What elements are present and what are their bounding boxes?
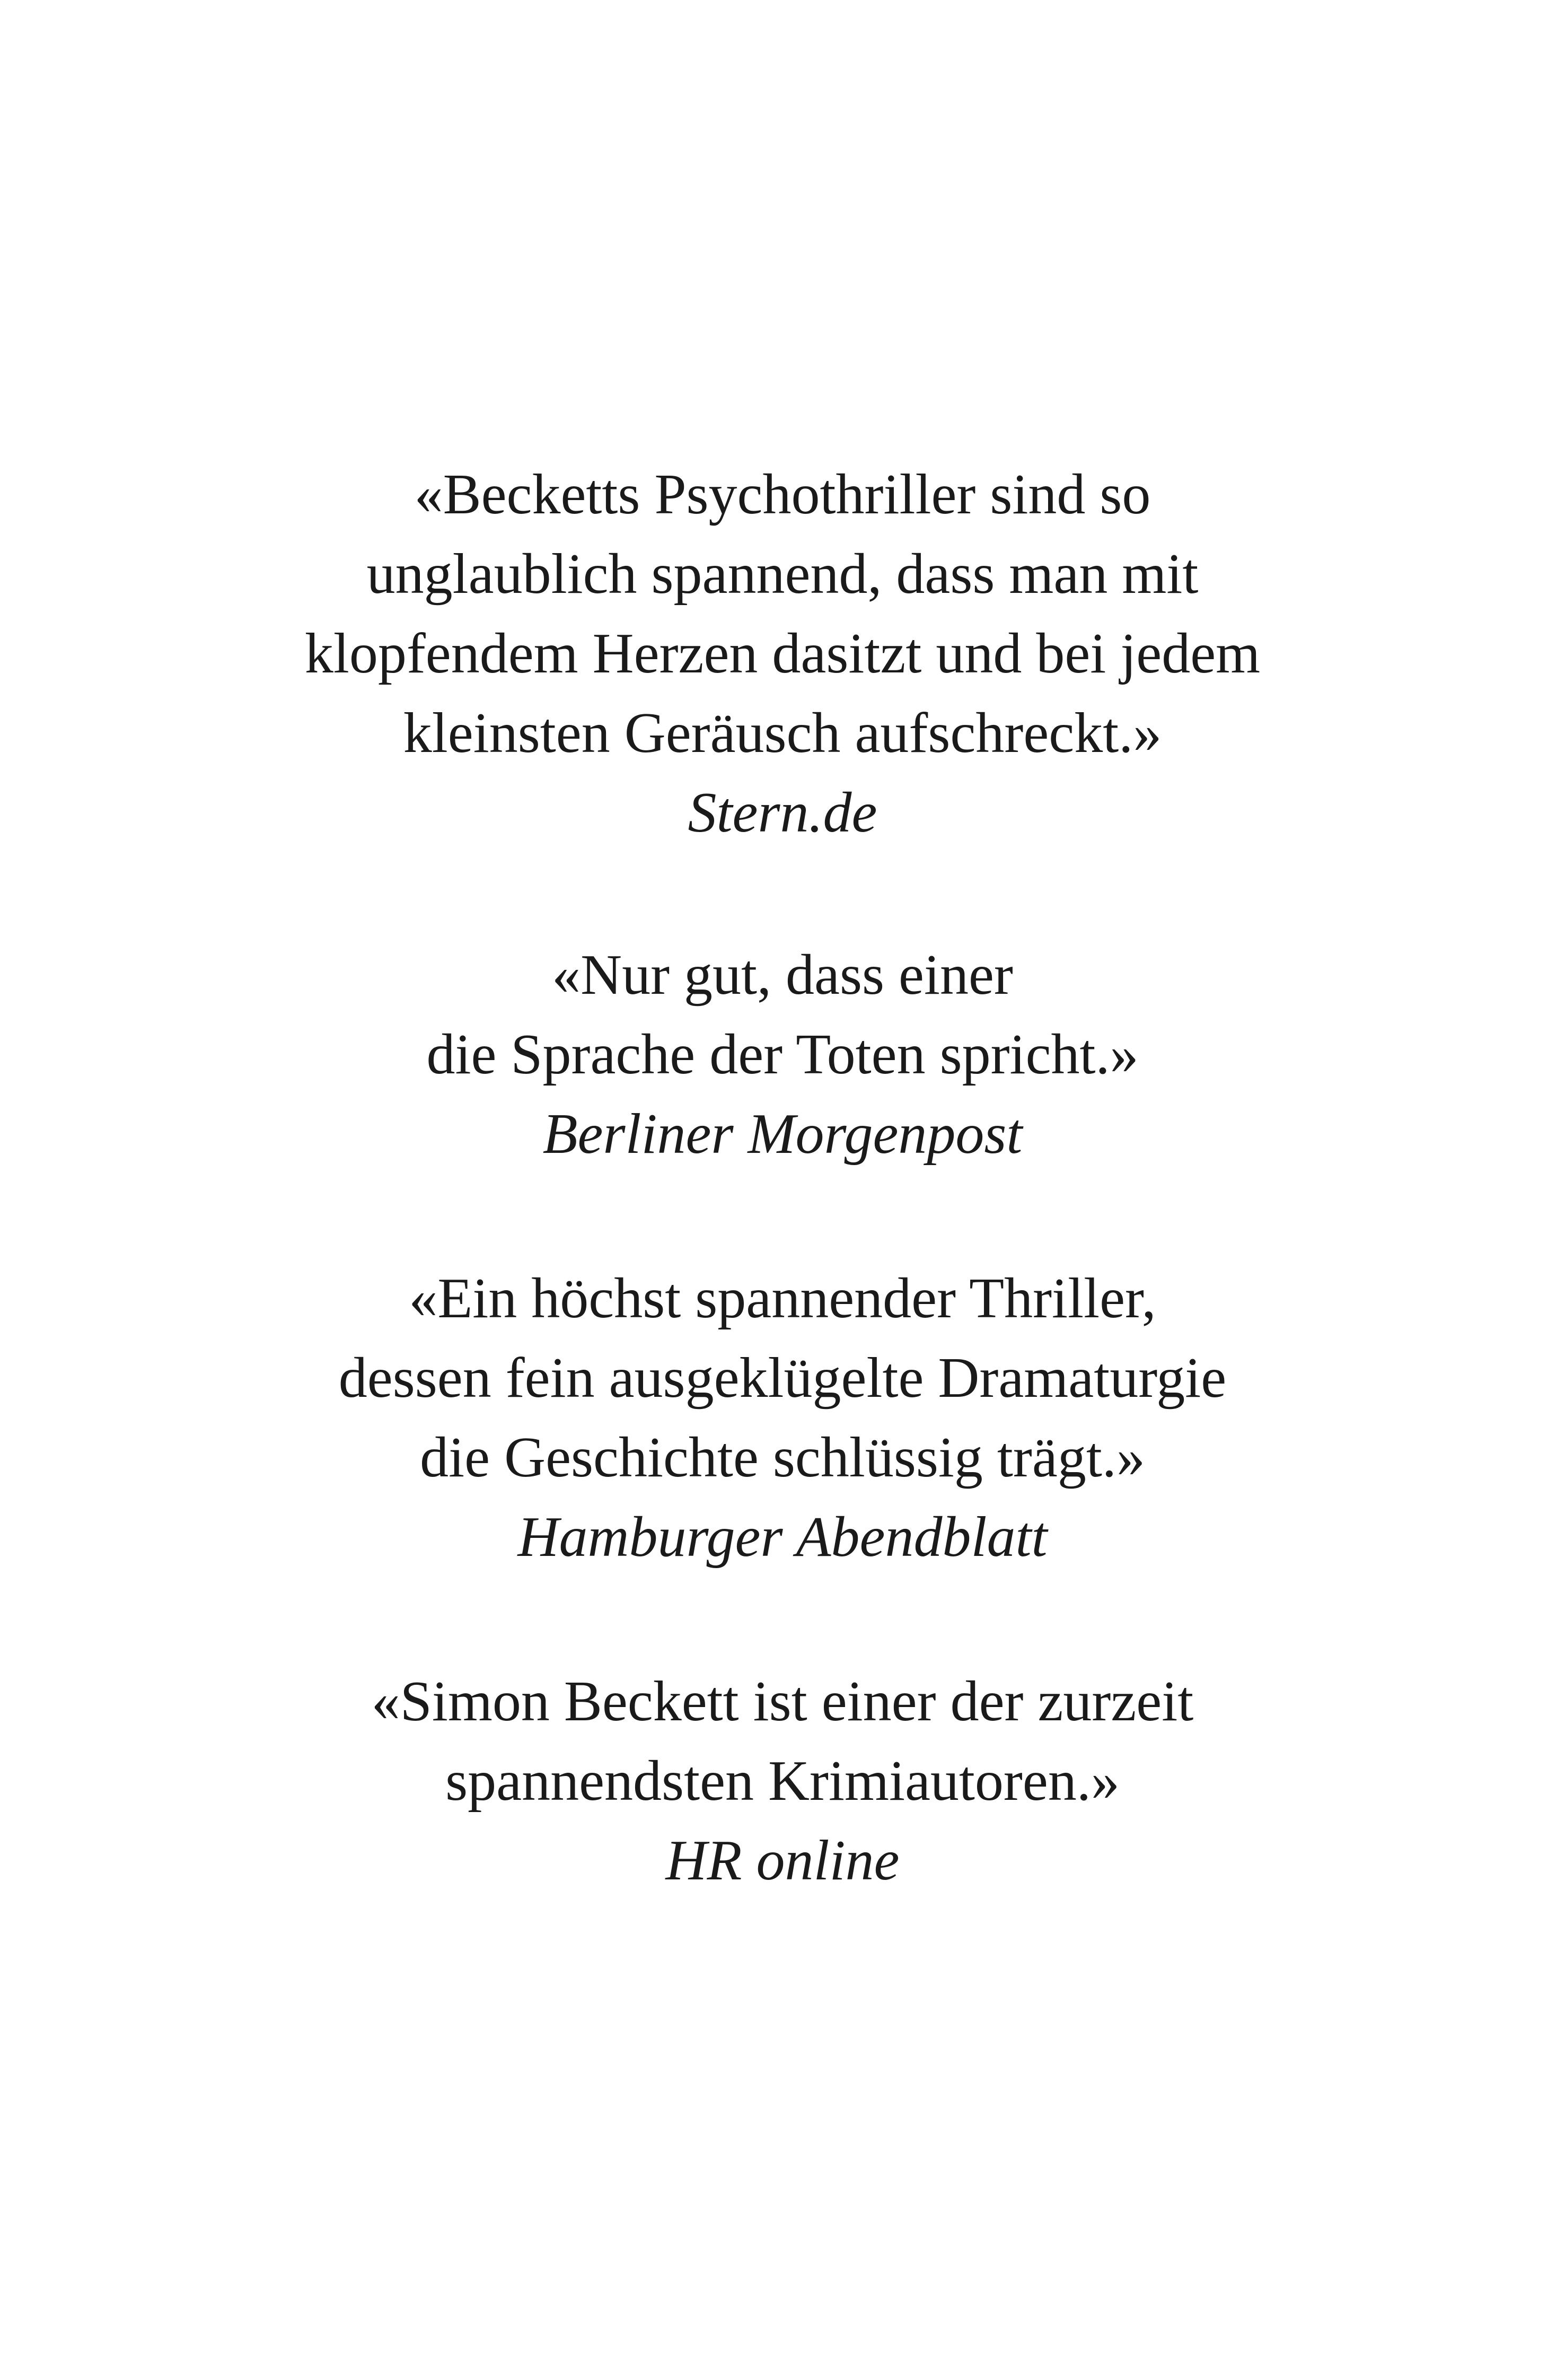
quote-line: klopfendem Herzen dasitzt und bei jedem bbox=[304, 622, 1261, 685]
review-quote-3 bbox=[0, 1259, 1565, 1577]
quote-line: unglaublich spannend, dass man mit bbox=[366, 542, 1199, 606]
quote-source: Berliner Morgenpost bbox=[542, 1102, 1023, 1166]
review-quote-1 bbox=[0, 455, 1565, 853]
quote-source: Stern.de bbox=[688, 781, 877, 844]
quote-line: spannendsten Krimiautoren.» bbox=[445, 1749, 1120, 1813]
quote-line: «Becketts Psychothriller sind so bbox=[414, 463, 1151, 526]
quote-source: Hamburger Abendblatt bbox=[517, 1506, 1048, 1569]
quote-line: die Sprache der Toten spricht.» bbox=[426, 1023, 1139, 1086]
review-quote-2 bbox=[0, 935, 1565, 1174]
quote-line: «Nur gut, dass einer bbox=[552, 943, 1013, 1007]
quote-line: dessen fein ausgeklügelte Dramaturgie bbox=[338, 1346, 1227, 1410]
quote-line: «Simon Beckett ist einer der zurzeit bbox=[371, 1670, 1194, 1733]
quote-source: HR online bbox=[665, 1829, 900, 1892]
review-quote-4 bbox=[0, 1662, 1565, 1901]
quote-line: kleinsten Geräusch aufschreckt.» bbox=[403, 702, 1162, 765]
quote-line: die Geschichte schlüssig trägt.» bbox=[420, 1426, 1145, 1489]
quote-line: «Ein höchst spannender Thriller, bbox=[409, 1267, 1156, 1330]
